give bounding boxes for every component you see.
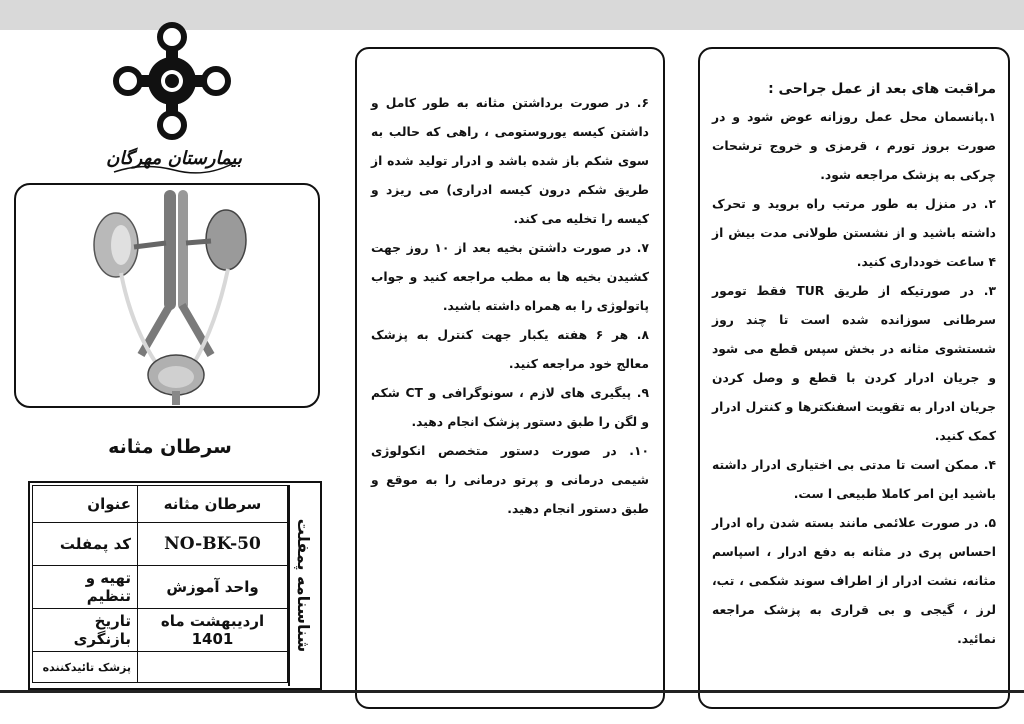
table-row (33, 609, 288, 652)
list-item-10: ۱۰. در صورت دستور متخصص انکولوژی شیمی درمانی و پرتو درمانی را به موقع و طبق دستور انجام دهید. (371, 444, 649, 516)
list-item-2: ۲. در منزل به طور مرتب راه بروید و تحرک داشته باشید و از نشستن طولانی مدت بیش از ۴ ساعت خودداری کنید. (712, 197, 996, 269)
hospital-logo (104, 22, 244, 202)
id-card-side-title-text: شناسنامه پمفلت (294, 518, 314, 653)
id-label-prepared-by: تهیه و تنظیم (33, 566, 138, 609)
pamphlet-id-card (28, 481, 322, 690)
list-item-5: ۵. در صورت علائمی مانند بسته شدن راه ادرار احساس پری در مثانه به دفع ادرار ، اسپاسم مثانه، نشت ادرار از اطراف سوند شکمی ، تب، لرز ، گیجی و بی قراری به پزشک مراجعه نمائید. (712, 516, 996, 646)
id-label-revision-date: تاریخ بازنگری (33, 609, 138, 652)
id-value-prepared-by: واحد آموزش (138, 566, 288, 609)
list-item-9: ۹. پیگیری های لازم ، سونوگرافی و CT شکم و لگن را طبق دستور پزشک انجام دهید. (371, 386, 649, 429)
id-value-revision-date: اردیبهشت ماه 1401 (138, 609, 288, 652)
table-row (33, 523, 288, 566)
id-card-table (32, 485, 288, 683)
id-label-title: عنوان (33, 486, 138, 523)
table-row (33, 566, 288, 609)
id-label-approving-physician: پزشک تائیدکننده (33, 652, 138, 683)
id-label-code: کد پمفلت (33, 523, 138, 566)
bottom-rule (0, 690, 1024, 693)
list-item-6: ۶. در صورت برداشتن مثانه به طور کامل و داشتن کیسه یوروستومی ، راهی که حالب به سوی شکم باز شده باشد و ادرار تولید شده از طریق شکم درون کیسه ادراری) می ریزد و کیسه را تخلیه می کند. (371, 96, 649, 226)
list-item-3: ۳. در صورتیکه از طریق TUR فقط تومور سرطانی سوزانده شده است تا چند روز شستشوی مثانه در بخش سپس قطع می شود و جریان ادرار کردن با قطع و وصل کردن جریان ادرار به تقویت اسفنکترها و کنترل ادرار کمک کنید. (712, 284, 996, 443)
id-value-code: NO-BK-50 (138, 523, 288, 566)
pamphlet-title: سرطان مثانه (108, 436, 232, 458)
hospital-emblem-icon (104, 22, 244, 202)
right-panel (698, 47, 1010, 709)
middle-panel (355, 47, 665, 709)
list-item-7: ۷. در صورت داشتن بخیه بعد از ۱۰ روز جهت کشیدن بخیه ها به مطب مراجعه کنید و جواب پاتولوژی را به همراه داشته باشید. (371, 241, 649, 313)
post-surgery-care-heading: مراقبت های بعد از عمل جراحی : (768, 81, 996, 97)
table-row (33, 652, 288, 683)
id-value-title: سرطان مثانه (138, 486, 288, 523)
id-card-side-title (288, 485, 318, 686)
list-item-4: ۴. ممکن است تا مدتی بی اختیاری ادرار داشته باشید این امر کاملا طبیعی ا ست. (712, 458, 996, 501)
urinary-system-illustration (14, 183, 320, 408)
hospital-name: بیمارستان مهرگان (106, 148, 242, 169)
kidney-bladder-icon (16, 185, 318, 406)
table-row (33, 486, 288, 523)
list-item-1: ۱.پانسمان محل عمل روزانه عوض شود و در صورت بروز تورم ، قرمزی و خروج ترشحات چرکی به پزشک مراجعه شود. (712, 110, 996, 182)
list-item-8: ۸. هر ۶ هفته یکبار جهت کنترل به پزشک معالج خود مراجعه کنید. (371, 328, 649, 371)
id-value-approving-physician (138, 652, 288, 683)
